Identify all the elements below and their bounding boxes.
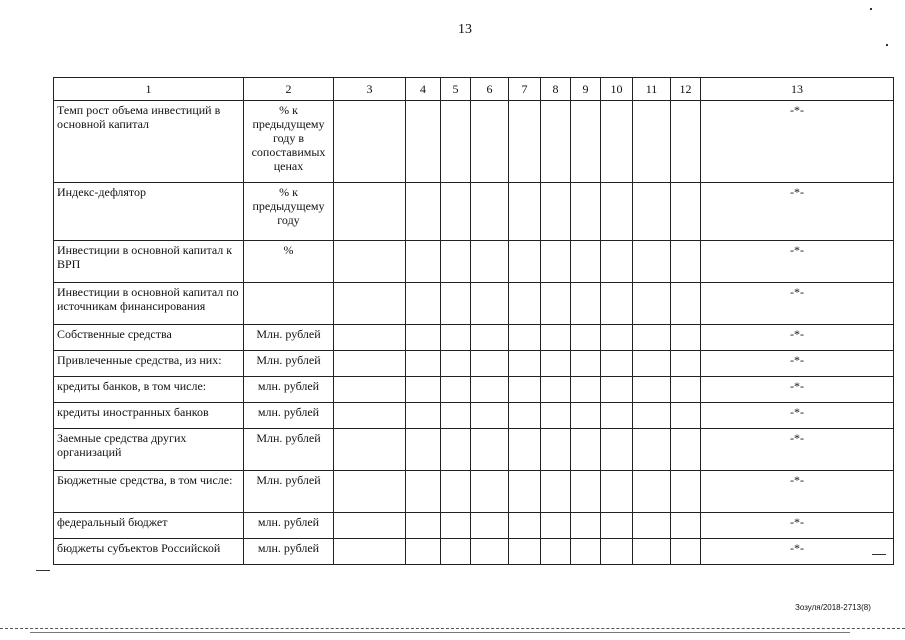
empty-cell [441,377,471,403]
scan-artifact-mark [36,570,50,571]
empty-cell [671,403,701,429]
table-row [54,183,894,241]
row-unit: Млн. рублей [244,429,334,471]
empty-cell [571,403,601,429]
row-unit: млн. рублей [244,539,334,565]
empty-cell [441,351,471,377]
column-header: 13 [701,78,894,101]
column-header: 11 [633,78,671,101]
empty-cell [671,351,701,377]
table-row [54,377,894,403]
empty-cell [334,183,406,241]
row-unit: Млн. рублей [244,351,334,377]
empty-cell [601,429,633,471]
column-header: 1 [54,78,244,101]
empty-cell [571,351,601,377]
empty-cell [334,471,406,513]
empty-cell [509,539,541,565]
table-row [54,429,894,471]
row-indicator-name: Бюджетные средства, в том числе: [54,471,244,513]
row-unit [244,283,334,325]
empty-cell [633,403,671,429]
scan-artifact-line [0,628,905,629]
empty-cell [406,539,441,565]
empty-cell [571,513,601,539]
empty-cell [441,325,471,351]
empty-cell [633,471,671,513]
empty-cell [334,283,406,325]
investment-table [53,77,894,565]
empty-cell [441,539,471,565]
empty-cell [509,513,541,539]
empty-cell [601,351,633,377]
empty-cell [471,325,509,351]
empty-cell [541,101,571,183]
empty-cell [406,351,441,377]
empty-cell [406,183,441,241]
table-row [54,539,894,565]
empty-cell [509,283,541,325]
empty-cell [601,403,633,429]
empty-cell [441,403,471,429]
empty-cell [441,183,471,241]
empty-cell [471,241,509,283]
empty-cell [541,403,571,429]
empty-cell [571,539,601,565]
empty-cell [541,377,571,403]
empty-cell [541,513,571,539]
empty-cell [406,377,441,403]
empty-cell [541,351,571,377]
empty-cell [406,283,441,325]
table-row [54,351,894,377]
row-value-col13: -*- [701,377,894,403]
empty-cell [601,513,633,539]
empty-cell [471,377,509,403]
row-indicator-name: федеральный бюджет [54,513,244,539]
empty-cell [471,283,509,325]
empty-cell [633,183,671,241]
empty-cell [406,241,441,283]
empty-cell [334,241,406,283]
empty-cell [601,183,633,241]
empty-cell [633,101,671,183]
row-unit: Млн. рублей [244,325,334,351]
empty-cell [541,325,571,351]
empty-cell [633,539,671,565]
column-header: 8 [541,78,571,101]
column-header: 10 [601,78,633,101]
empty-cell [571,183,601,241]
empty-cell [406,471,441,513]
empty-cell [406,429,441,471]
empty-cell [671,101,701,183]
empty-cell [571,377,601,403]
column-header: 3 [334,78,406,101]
empty-cell [541,471,571,513]
empty-cell [601,539,633,565]
row-value-col13: -*- [701,241,894,283]
empty-cell [334,429,406,471]
empty-cell [541,539,571,565]
empty-cell [471,351,509,377]
empty-cell [633,429,671,471]
row-indicator-name: Инвестиции в основной капитал к ВРП [54,241,244,283]
empty-cell [509,241,541,283]
empty-cell [509,429,541,471]
empty-cell [334,539,406,565]
empty-cell [471,471,509,513]
row-value-col13: -*- [701,101,894,183]
column-header: 4 [406,78,441,101]
table-row [54,325,894,351]
row-unit: % к предыдущему году в сопоставимых ценах [244,101,334,183]
empty-cell [541,241,571,283]
row-value-col13: -*- [701,183,894,241]
column-header: 7 [509,78,541,101]
table-row [54,283,894,325]
empty-cell [334,513,406,539]
empty-cell [441,429,471,471]
empty-cell [633,241,671,283]
empty-cell [671,377,701,403]
empty-cell [601,241,633,283]
empty-cell [441,101,471,183]
row-unit: % [244,241,334,283]
empty-cell [471,183,509,241]
row-value-col13: -*- [701,513,894,539]
scan-artifact-mark [872,554,886,555]
empty-cell [633,283,671,325]
empty-cell [334,377,406,403]
row-unit: млн. рублей [244,377,334,403]
empty-cell [601,283,633,325]
column-header: 5 [441,78,471,101]
empty-cell [671,539,701,565]
row-value-col13: -*- [701,403,894,429]
empty-cell [509,403,541,429]
row-value-col13: -*- [701,325,894,351]
empty-cell [509,325,541,351]
row-value-col13: -*- [701,539,894,565]
empty-cell [571,325,601,351]
scan-artifact-line [30,632,850,633]
empty-cell [633,325,671,351]
row-indicator-name: Привлеченные средства, из них: [54,351,244,377]
row-indicator-name: кредиты иностранных банков [54,403,244,429]
row-unit: млн. рублей [244,403,334,429]
empty-cell [671,471,701,513]
row-indicator-name: Индекс-дефлятор [54,183,244,241]
empty-cell [509,101,541,183]
empty-cell [509,183,541,241]
empty-cell [334,351,406,377]
empty-cell [601,101,633,183]
row-unit: млн. рублей [244,513,334,539]
empty-cell [633,351,671,377]
table-body [54,101,894,565]
empty-cell [441,513,471,539]
row-indicator-name: Собственные средства [54,325,244,351]
empty-cell [509,351,541,377]
row-indicator-name: кредиты банков, в том числе: [54,377,244,403]
header-row [54,78,894,101]
scan-artifact-mark [870,8,872,10]
empty-cell [541,429,571,471]
empty-cell [441,471,471,513]
row-indicator-name: Заемные средства других организаций [54,429,244,471]
empty-cell [471,101,509,183]
empty-cell [441,241,471,283]
table-row [54,241,894,283]
empty-cell [471,403,509,429]
row-unit: Млн. рублей [244,471,334,513]
row-indicator-name: Инвестиции в основной капитал по источникам финансирования [54,283,244,325]
empty-cell [541,183,571,241]
empty-cell [334,325,406,351]
row-indicator-name: бюджеты субъектов Российской [54,539,244,565]
empty-cell [334,403,406,429]
empty-cell [571,241,601,283]
empty-cell [671,283,701,325]
empty-cell [671,325,701,351]
footer-code: Зозуля/2018-2713(8) [795,603,871,612]
column-header: 6 [471,78,509,101]
table-row [54,513,894,539]
empty-cell [471,429,509,471]
empty-cell [509,471,541,513]
empty-cell [601,471,633,513]
empty-cell [571,283,601,325]
empty-cell [509,377,541,403]
empty-cell [571,471,601,513]
empty-cell [334,101,406,183]
empty-cell [406,403,441,429]
empty-cell [471,513,509,539]
column-header: 12 [671,78,701,101]
empty-cell [571,101,601,183]
row-value-col13: -*- [701,471,894,513]
row-unit: % к предыдущему году [244,183,334,241]
empty-cell [441,283,471,325]
empty-cell [406,101,441,183]
row-value-col13: -*- [701,351,894,377]
empty-cell [633,377,671,403]
row-value-col13: -*- [701,429,894,471]
table-row [54,471,894,513]
empty-cell [671,241,701,283]
empty-cell [671,513,701,539]
row-indicator-name: Темп рост объема инвестиций в основной капитал [54,101,244,183]
empty-cell [541,283,571,325]
empty-cell [601,377,633,403]
empty-cell [571,429,601,471]
empty-cell [471,539,509,565]
table-row [54,101,894,183]
empty-cell [406,325,441,351]
row-value-col13: -*- [701,283,894,325]
scan-artifact-mark [886,44,888,46]
empty-cell [671,183,701,241]
column-header: 9 [571,78,601,101]
empty-cell [633,513,671,539]
empty-cell [601,325,633,351]
empty-cell [406,513,441,539]
table-row [54,403,894,429]
page-number: 13 [458,22,472,37]
empty-cell [671,429,701,471]
column-header: 2 [244,78,334,101]
